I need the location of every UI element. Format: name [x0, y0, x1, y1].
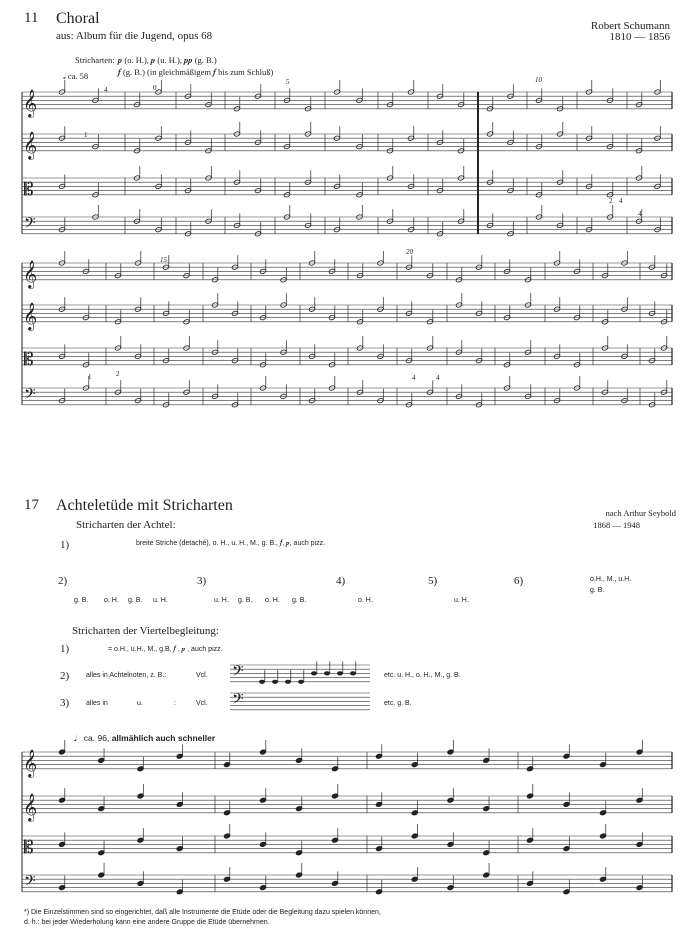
row-number: 1): [60, 643, 70, 655]
fingering: 1: [88, 373, 92, 381]
treble-clef-icon: 𝄞: [23, 748, 38, 777]
bowing-line-2: 𝆑 (g. B.) (in gleichmäßigem 𝆑 bis zum Schluß): [118, 67, 274, 77]
note-head: [324, 671, 330, 675]
measure-number: 15: [160, 256, 167, 264]
stroke-label: u. H.: [214, 597, 229, 604]
fingering: 4: [619, 197, 623, 205]
tempo-marking: 𝅘𝅥 ca. 96, allmählich auch schneller: [74, 733, 216, 743]
note-head: [285, 680, 291, 684]
alto-clef-icon: 𝄡: [24, 179, 34, 200]
fingering: 2: [116, 370, 120, 378]
bass-clef-icon: 𝄢: [232, 662, 244, 684]
alto-clef-icon: 𝄡: [24, 837, 34, 858]
bowing-label: Stricharten:: [75, 55, 115, 65]
stroke-label: g. B.: [238, 597, 253, 604]
stroke-label: o. H.: [358, 597, 373, 604]
stroke-label: o. H.: [104, 597, 119, 604]
row-text: breite Striche (detaché), o. H., u. H., M., g. B., 𝆑, 𝆏, auch pizz.: [136, 540, 326, 547]
arranger-name: nach Arthur Seybold: [605, 508, 676, 518]
section-title: Stricharten der Viertelbegleitung:: [72, 625, 219, 637]
composer-dates: 1810 — 1856: [609, 31, 670, 43]
etc-text: etc. g. B.: [384, 700, 412, 707]
note-head: [259, 680, 265, 684]
arranger-dates: 1868 — 1948: [593, 520, 640, 530]
stroke-label: o. H.: [265, 597, 280, 604]
bowing-line-1: 𝆏 (o. H.), 𝆏 (u. H.), 𝆏𝆏 (g. B.): [118, 55, 217, 65]
measure-number: 5: [286, 78, 290, 86]
row-text: u.: [137, 700, 143, 707]
row-number: 3): [197, 575, 207, 587]
instrument-label: Vcl.: [196, 700, 208, 707]
row-number: 5): [428, 575, 438, 587]
note-head: [311, 671, 317, 675]
row-text: alles in Achtelnoten, z. B.:: [86, 672, 167, 679]
fingering: 4: [436, 374, 440, 382]
bass-clef-icon: 𝄢: [24, 872, 36, 894]
piece-number: 17: [24, 497, 39, 513]
note-head: [337, 671, 343, 675]
stroke-label: u. H.: [454, 597, 469, 604]
treble-clef-icon: 𝄞: [23, 88, 38, 117]
bass-clef-icon: 𝄢: [24, 385, 36, 407]
row-number: 4): [336, 575, 346, 587]
row-number: 6): [514, 575, 524, 587]
measure-number: 20: [406, 248, 413, 256]
row-number: 1): [60, 539, 70, 551]
stroke-label: g. B.: [128, 597, 143, 604]
stroke-label: g. B.: [292, 597, 307, 604]
fingering: 2: [609, 197, 613, 205]
stroke-label: o.H., M., u.H.: [590, 576, 632, 583]
note-head: [272, 680, 278, 684]
etc-text: etc. u. H., o. H., M., g. B.: [384, 672, 461, 679]
note-head: [350, 671, 356, 675]
piece-source: aus: Album für die Jugend, opus 68: [56, 30, 213, 42]
alto-clef-icon: 𝄡: [24, 349, 34, 370]
treble-clef-icon: 𝄞: [23, 130, 38, 159]
section-title: Stricharten der Achtel:: [76, 519, 176, 531]
stroke-label: u. H.: [153, 597, 168, 604]
piece-title: Choral: [56, 10, 100, 27]
composer-name: Robert Schumann: [590, 20, 670, 32]
bass-clef-icon: 𝄢: [232, 690, 244, 712]
footnote: d. h.: bei jeder Wiederholung kann eine andere Gruppe die Etüde übernehmen.: [24, 919, 270, 926]
row-text: alles in: [86, 700, 108, 707]
fingering: 0: [153, 84, 157, 92]
treble-clef-icon: 𝄞: [23, 301, 38, 330]
instrument-label: Vcl.: [196, 672, 208, 679]
fingering: 4: [104, 86, 108, 94]
piece-title: Achteletüde mit Stricharten: [56, 497, 233, 514]
bass-clef-icon: 𝄢: [24, 214, 36, 236]
measure-number: 10: [535, 76, 542, 84]
stroke-label: g. B.: [74, 597, 89, 604]
note-head: [298, 680, 304, 684]
fingering: 4: [412, 374, 416, 382]
row-number: 3): [60, 697, 70, 709]
row-number: 2): [58, 575, 68, 587]
fingering: 1: [84, 131, 88, 139]
tempo-marking: 𝅗𝅥 ca. 58: [63, 71, 89, 81]
row-text: = o.H., u.H., M., g.B, 𝆑 , 𝆏 , auch pizz.: [108, 646, 223, 653]
row-text: :: [174, 700, 176, 707]
footnote: *) Die Einzelstimmen sind so eingerichtet, daß alle Instrumente die Etüde oder die Begleitung dazu spielen können,: [24, 909, 381, 916]
treble-clef-icon: 𝄞: [23, 792, 38, 821]
fingering: 4: [638, 210, 642, 218]
piece-number: 11: [24, 10, 39, 26]
row-number: 2): [60, 670, 70, 682]
treble-clef-icon: 𝄞: [23, 259, 38, 288]
stroke-label: g. B.: [590, 587, 605, 594]
